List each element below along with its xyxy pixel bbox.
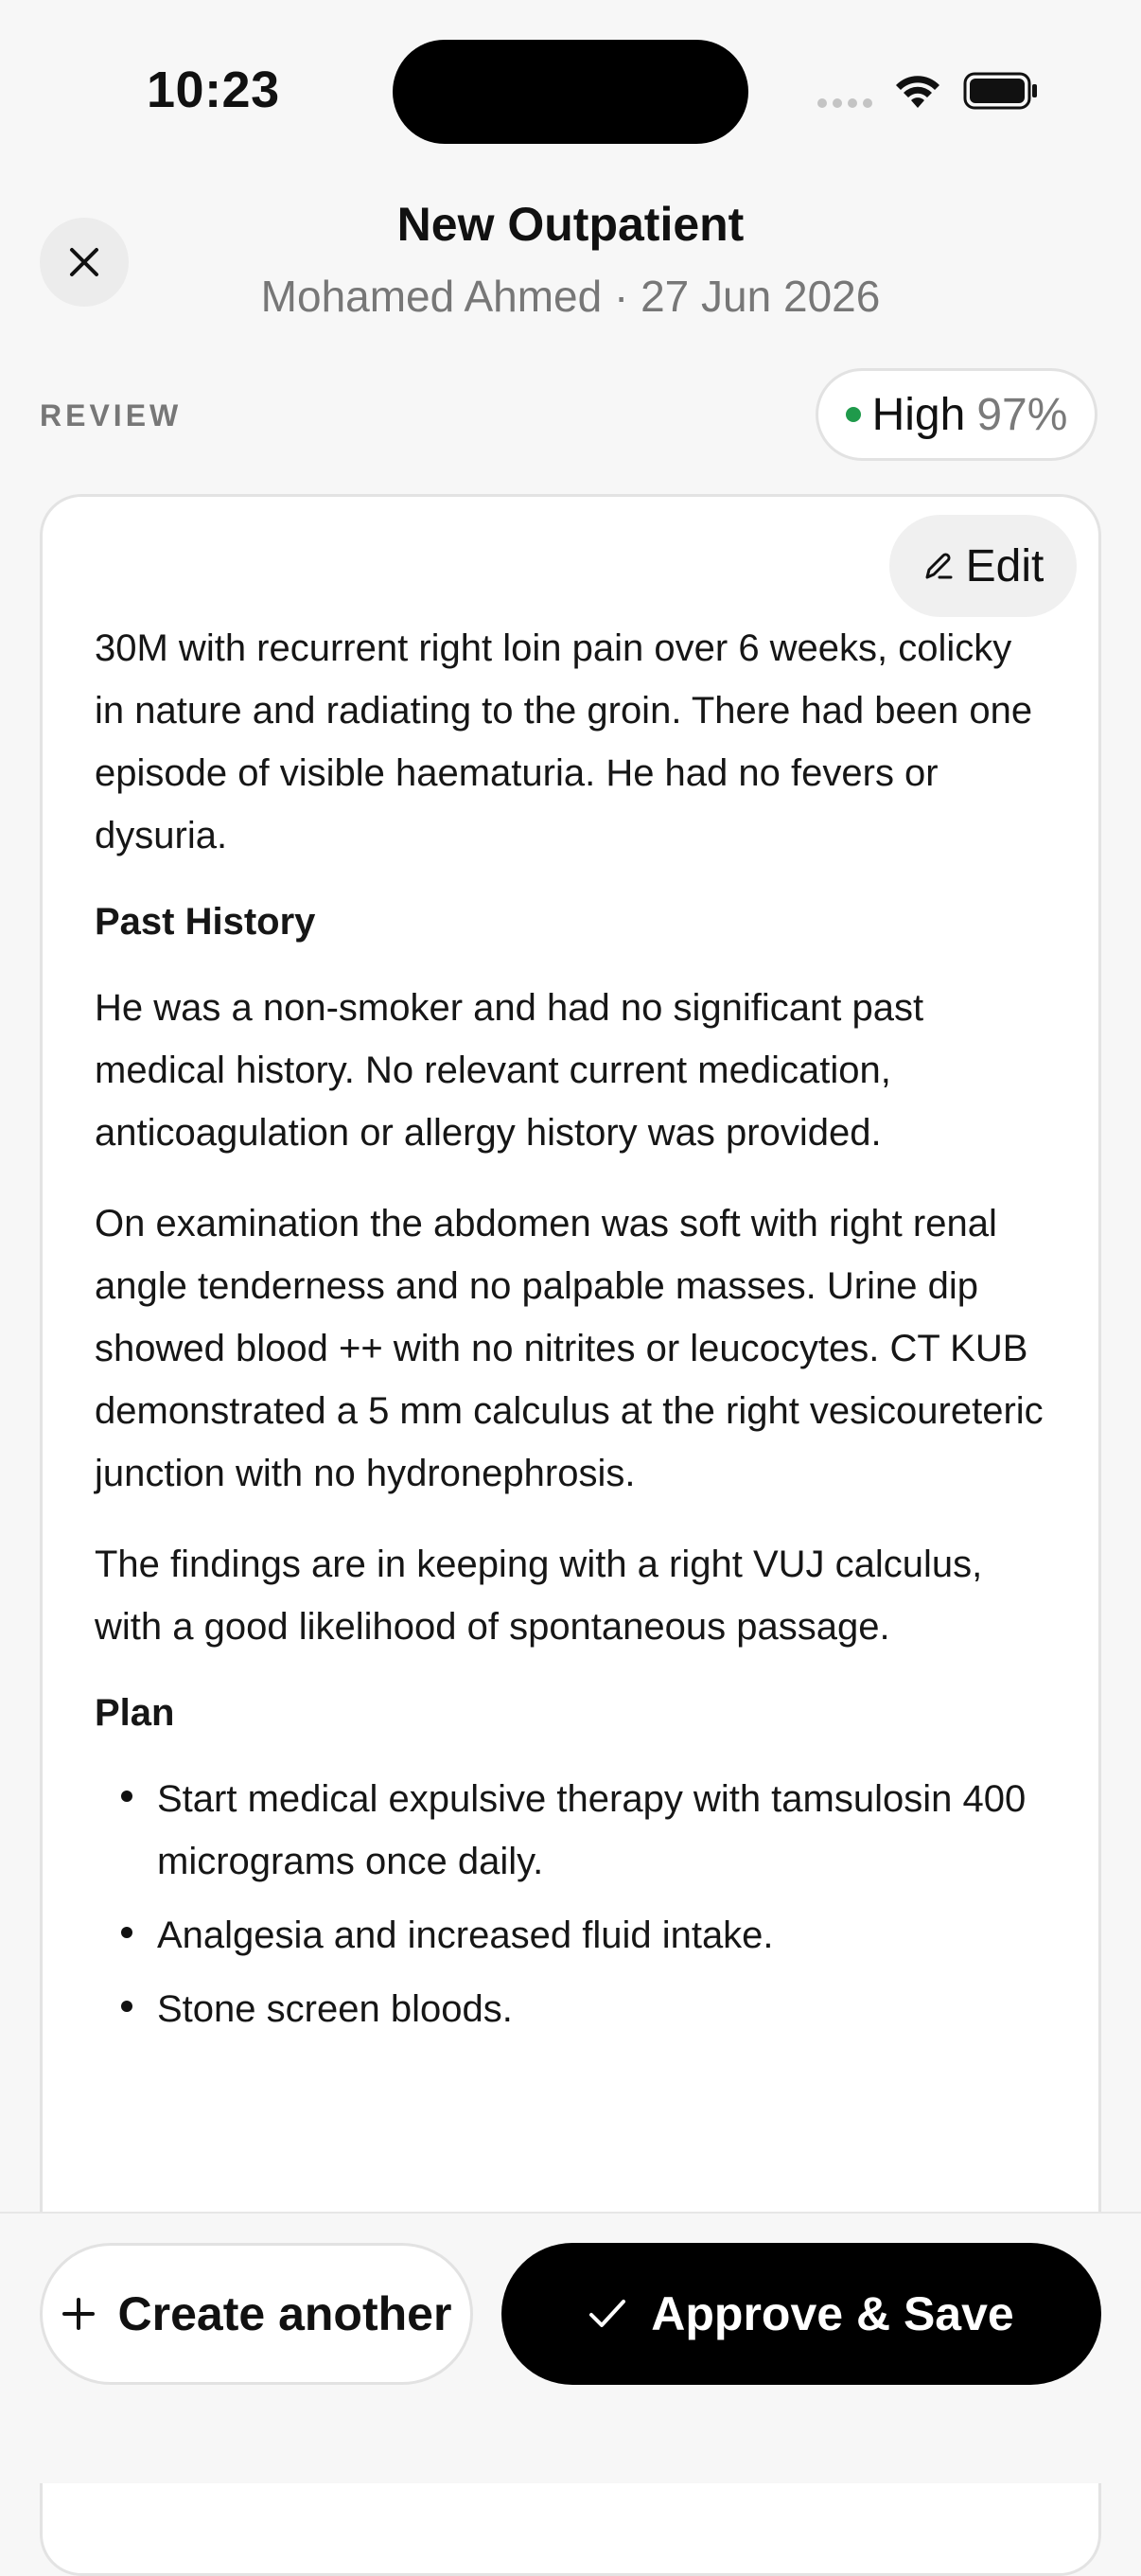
confidence-level: High (871, 389, 966, 440)
examination-paragraph: On examination the abdomen was soft with right renal angle tenderness and no palpable masses. Urine dip showed blood ++ with no nitrites or leucocytes. CT KUB demonstrated a 5 mm calculus at the right vesicoureteric junction with no hydronephrosis. (95, 1203, 1044, 1494)
note-content (95, 617, 1050, 2052)
edit-button[interactable] (889, 515, 1077, 617)
past-history-paragraph: He was a non-smoker and had no significant past medical history. No relevant current medication, anticoagulation or allergy history was provided. (95, 987, 924, 1154)
patient-date-subtitle: Mohamed Ahmed · 27 Jun 2026 (260, 272, 881, 321)
plan-item: Analgesia and increased fluid intake. (95, 1904, 1050, 1967)
edit-label: Edit (965, 540, 1044, 591)
review-section-label: REVIEW (40, 398, 183, 432)
plan-list (95, 1768, 1050, 2040)
page-title: New Outpatient (396, 198, 745, 251)
impression-paragraph: The findings are in keeping with a right VUJ calculus, with a good likelihood of spontaneous passage. (95, 1544, 983, 1648)
confidence-status-dot (846, 407, 861, 422)
pencil-icon (922, 550, 955, 582)
check-icon (588, 2297, 626, 2331)
approve-save-button[interactable] (501, 2243, 1101, 2385)
dynamic-island (393, 40, 748, 144)
history-paragraph: 30M with recurrent right loin pain over 6 weeks, colicky in nature and radiating to the groin. There had been one episode of visible haematuria. He had no fevers or dysuria. (95, 627, 1033, 856)
plan-item: Start medical expulsive therapy with tamsulosin 400 micrograms once daily. (95, 1768, 1050, 1893)
approve-save-label: Approve & Save (651, 2287, 1014, 2340)
plan-item: Stone screen bloods. (95, 1978, 1050, 2040)
create-another-button[interactable] (40, 2243, 473, 2385)
confidence-percent: 97% (976, 389, 1068, 440)
plus-icon (61, 2297, 96, 2331)
cellular-signal-icon (817, 98, 872, 108)
past-history-heading: Past History (95, 901, 316, 943)
battery-icon (963, 72, 1039, 110)
plan-heading: Plan (95, 1692, 175, 1734)
confidence-badge (816, 368, 1097, 461)
status-time: 10:23 (147, 62, 280, 118)
create-another-label: Create another (117, 2287, 452, 2340)
wifi-icon (893, 72, 942, 110)
